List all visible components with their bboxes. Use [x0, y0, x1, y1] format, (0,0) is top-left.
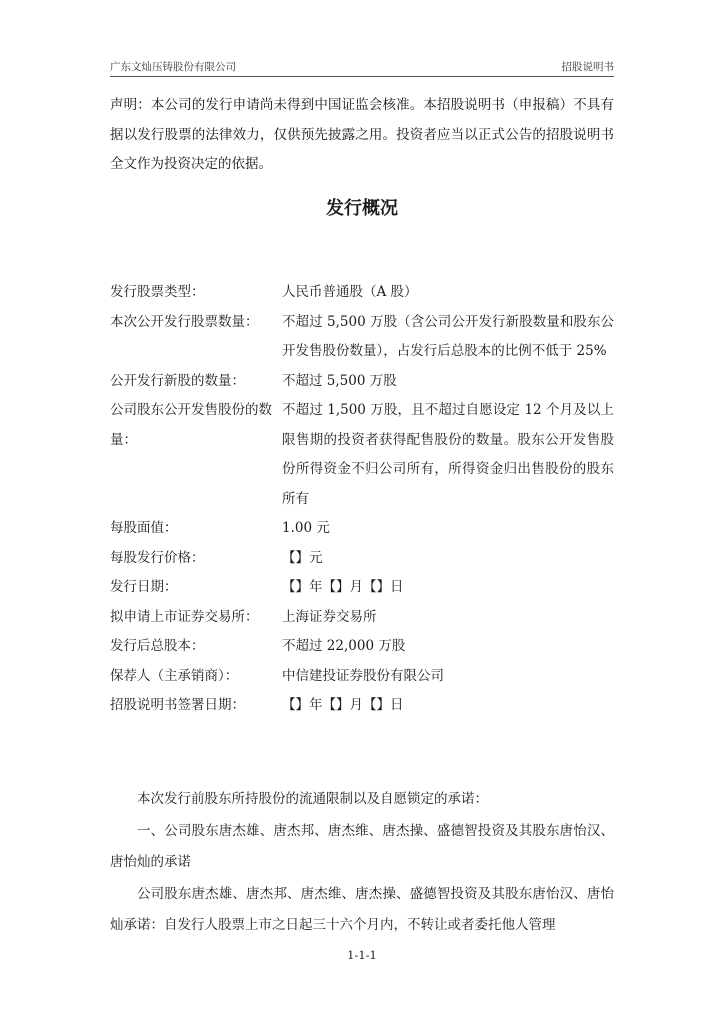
paragraph: 本次发行前股东所持股份的流通限制以及自愿锁定的承诺： [137, 791, 488, 807]
offering-overview-table [110, 278, 614, 721]
spec-label: 公司股东公开发售股份的数量： [110, 402, 272, 448]
spec-label: 发行后总股本： [110, 638, 205, 654]
spec-value: 上海证券交易所 [282, 608, 377, 625]
spec-row [110, 573, 614, 603]
spec-row [110, 367, 614, 397]
spec-value: 不超过 5,500 万股 [282, 372, 397, 389]
spec-value: 【】年【】月【】日 [282, 697, 404, 713]
paragraph: 公司股东唐杰雄、唐杰邦、唐杰维、唐杰操、盛德智投资及其股东唐怡汉、唐怡灿承诺：自发行人股票上市之日起三十六个月内，不转让或者委托他人管理 [110, 885, 614, 933]
spec-row [110, 662, 614, 692]
spec-label: 招股说明书签署日期： [110, 697, 245, 713]
spec-row [110, 396, 614, 514]
spec-value: 中信建投证券股份有限公司 [282, 667, 444, 684]
spec-label: 拟申请上市证券交易所： [110, 608, 259, 625]
spec-value: 【】元 [282, 549, 323, 566]
spec-value: 不超过 22,000 万股 [282, 638, 406, 654]
spec-label: 发行股票类型： [110, 284, 205, 300]
spec-value: 人民币普通股（A 股） [282, 284, 418, 300]
header-company: 广东文灿压铸股份有限公司 [110, 61, 236, 73]
page-title: 发行概况 [326, 198, 398, 219]
declaration: 声明：本公司的发行申请尚未得到中国证监会核准。本招股说明书（申报稿）不具有据以发行股票的法律效力，仅供预先披露之用。投资者应当以正式公告的招股说明书全文作为投资决定的依据。 [110, 97, 614, 172]
spec-value: 不超过 1,500 万股，且不超过自愿设定 12 个月及以上限售期的投资者获得配售股份的数量。股东公开发售股份所得资金不归公司所有，所得资金归出售股份的股东所有 [282, 402, 614, 507]
spec-label: 保荐人（主承销商）： [110, 667, 239, 684]
spec-label: 每股面值： [110, 520, 178, 536]
spec-label: 公开发行新股的数量： [110, 372, 245, 389]
spec-label: 发行日期： [110, 579, 178, 595]
spec-label: 每股发行价格： [110, 549, 205, 566]
page-number: 1-1-1 [347, 948, 377, 962]
header-divider [110, 76, 614, 77]
spec-row [110, 603, 614, 633]
spec-value: 【】年【】月【】日 [282, 579, 404, 595]
header-doc-type: 招股说明书 [561, 61, 614, 73]
spec-row [110, 691, 614, 721]
lockup-commitments [110, 784, 614, 942]
spec-label: 本次公开发行股票数量： [110, 313, 259, 330]
spec-row [110, 278, 614, 308]
spec-row [110, 514, 614, 544]
spec-row [110, 632, 614, 662]
spec-row [110, 544, 614, 574]
page-header [110, 59, 614, 75]
spec-value: 1.00 元 [282, 520, 330, 536]
spec-value: 不超过 5,500 万股（含公司公开发行新股数量和股东公开发售股份数量），占发行后总股本的比例不低于 25% [282, 313, 614, 359]
paragraph: 一、公司股东唐杰雄、唐杰邦、唐杰维、唐杰操、盛德智投资及其股东唐怡汉、唐怡灿的承诺 [110, 822, 614, 870]
spec-row [110, 308, 614, 367]
